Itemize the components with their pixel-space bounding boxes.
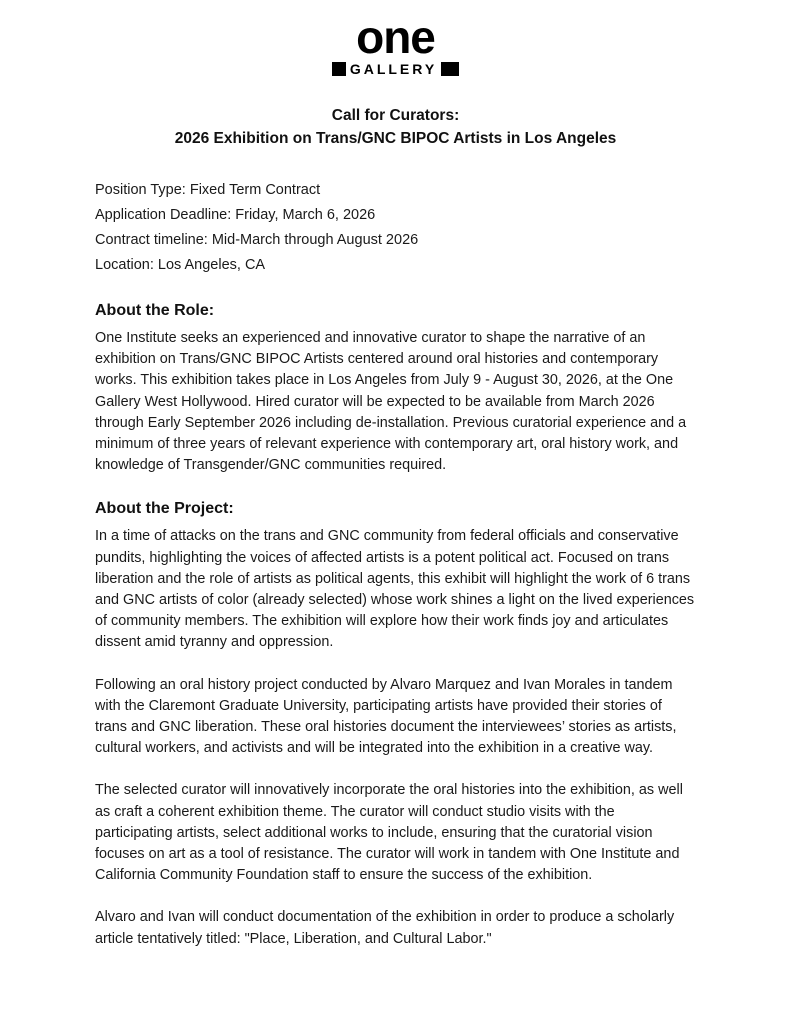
title-line-2: 2026 Exhibition on Trans/GNC BIPOC Artists in Los Angeles bbox=[174, 130, 617, 147]
meta-application-deadline: Application Deadline: Friday, March 6, 2026 bbox=[95, 207, 376, 223]
meta-location: Location: Los Angeles, CA bbox=[95, 257, 266, 273]
meta-position-type: Position Type: Fixed Term Contract bbox=[95, 182, 321, 198]
section-about-the-project bbox=[95, 498, 696, 949]
project-paragraph-2: Following an oral history project conducted by Alvaro Marquez and Ivan Morales in tandem with the Claremont Graduate University, participating artists have provided their stories of trans and GNC liberation. These oral histories document the interviewees’ stories as artists, cultural workers, and activists and will be integrated into the exhibition in a creative way. bbox=[95, 676, 677, 757]
project-paragraph-4: Alvaro and Ivan will conduct documentation of the exhibition in order to produce a scholarly article tentatively titled: "Place, Liberation, and Cultural Labor." bbox=[95, 909, 675, 947]
logo-subline bbox=[326, 62, 466, 76]
role-paragraph-1: One Institute seeks an experienced and innovative curator to shape the narrative of an exhibition on Trans/GNC BIPOC Artists centered around oral histories and contemporary works. This exhibition takes place in Los Angeles from July 9 - August 30, 2026, at the One Gallery West Hollywood. Hired curator will be expected to be available from March 2026 through Early September 2026 including de-installation. Previous curatorial experience and a minimum of three years of relevant experience with contemporary art, oral history work, and knowledge of Transgender/GNC communities required. bbox=[95, 330, 687, 474]
project-paragraph-1: In a time of attacks on the trans and GNC community from federal officials and conservative pundits, highlighting the voices of affected artists is a potent political act. Focused on trans liberation and the role of artists as political agents, this exhibit will highlight the work of 6 trans and GNC artists of color (already selected) whose work shines a light on the lived experiences of community members. The exhibition will explore how their work finds joy and articulates dissent amid tyranny and oppression. bbox=[95, 528, 695, 651]
title-line-1: Call for Curators: bbox=[331, 107, 460, 124]
section-heading-role: About the Role: bbox=[95, 302, 215, 319]
black-square-right-icon bbox=[441, 62, 459, 76]
page-title bbox=[95, 104, 696, 150]
job-meta-list bbox=[95, 178, 696, 278]
logo-header bbox=[95, 0, 696, 82]
logo-wordmark: one bbox=[356, 11, 435, 63]
project-paragraph-3: The selected curator will innovatively incorporate the oral histories into the exhibition, as well as craft a coherent exhibition theme. The curator will conduct studio visits with the participating artists, select additional works to include, ensuring that the curatorial vision focuses on art as a tool of resistance. The curator will work in tandem with One Institute and California Community Foundation staff to ensure the success of the exhibition. bbox=[95, 782, 683, 884]
meta-contract-timeline: Contract timeline: Mid-March through August 2026 bbox=[95, 232, 419, 248]
section-about-the-role bbox=[95, 300, 696, 476]
one-gallery-logo bbox=[326, 11, 466, 82]
section-body-project bbox=[95, 526, 696, 949]
black-square-left-icon bbox=[332, 62, 346, 76]
section-body-role bbox=[95, 328, 696, 476]
logo-gallery-text: GALLERY bbox=[349, 61, 438, 77]
section-heading-project: About the Project: bbox=[95, 500, 234, 518]
